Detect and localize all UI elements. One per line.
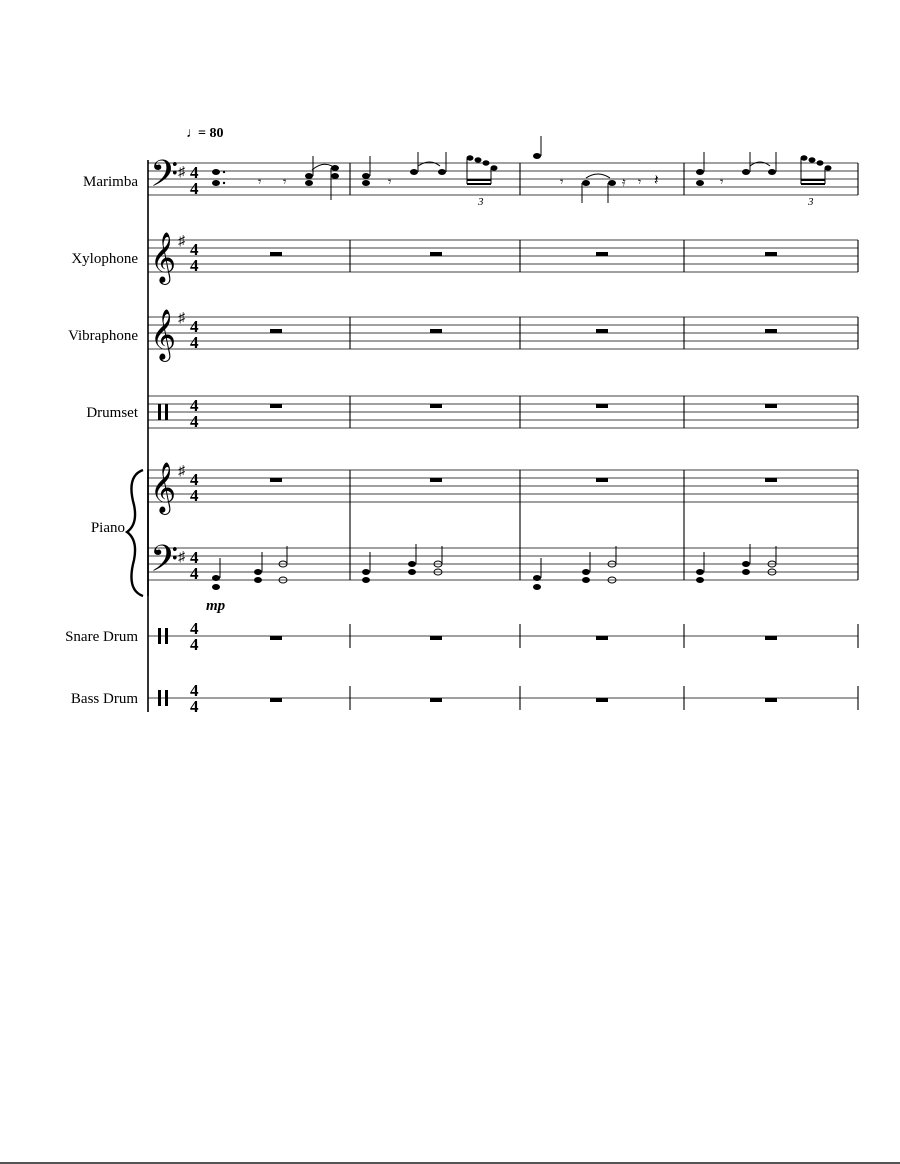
tempo-note-symbol: ♩ — [186, 126, 200, 141]
svg-text:𝄾: 𝄾 — [638, 175, 642, 189]
svg-text:♯: ♯ — [178, 464, 185, 479]
tuplet-number: 3 — [808, 196, 814, 208]
svg-text:𝄾: 𝄾 — [283, 174, 287, 189]
time-sig-numerator: 4 — [190, 470, 199, 489]
instrument-label-marimba: Marimba — [83, 174, 138, 190]
instrument-label-bass-drum: Bass Drum — [70, 691, 138, 707]
time-sig-denominator: 4 — [190, 486, 199, 505]
svg-text:𝄽: 𝄽 — [654, 173, 659, 189]
treble-clef-icon: 𝄞 — [150, 310, 177, 359]
time-sig-denominator: 4 — [190, 179, 199, 198]
time-sig-numerator: 4 — [190, 619, 199, 638]
time-sig-denominator: 4 — [190, 564, 199, 583]
instrument-label-piano: Piano — [90, 520, 125, 536]
staff-xylophone — [148, 233, 858, 285]
bass-clef-icon: 𝄢 — [150, 539, 179, 588]
key-signature-sharp-icon — [178, 234, 186, 249]
staff-piano — [127, 463, 858, 614]
key-signature-sharp-icon — [178, 464, 186, 479]
instrument-label-snare-drum: Snare Drum — [65, 629, 138, 645]
svg-text:𝄾: 𝄾 — [720, 174, 724, 189]
tuplet-number: 3 — [478, 196, 484, 208]
time-sig-denominator: 4 — [190, 256, 199, 275]
time-sig-numerator: 4 — [190, 240, 199, 259]
treble-clef-icon: 𝄞 — [150, 463, 177, 512]
svg-text:𝄾: 𝄾 — [560, 174, 564, 189]
instrument-label-xylophone: Xylophone — [71, 251, 138, 267]
whole-rest-icon — [270, 404, 777, 408]
whole-rest-icon — [270, 478, 777, 482]
staff-marimba — [148, 136, 858, 208]
brace-icon — [127, 470, 143, 596]
svg-text:𝄾: 𝄾 — [388, 174, 392, 189]
time-sig-numerator: 4 — [190, 681, 199, 700]
staff-bass-drum — [148, 681, 858, 716]
time-sig-numerator: 4 — [190, 317, 199, 336]
time-sig-numerator: 4 — [190, 548, 199, 567]
svg-text:♯: ♯ — [178, 165, 185, 180]
svg-text:♯: ♯ — [178, 311, 185, 326]
time-sig-denominator: 4 — [190, 333, 199, 352]
key-signature-sharp-icon — [178, 165, 186, 180]
staff-snare-drum — [148, 619, 858, 654]
time-sig-numerator: 4 — [190, 396, 199, 415]
whole-rest-icon — [270, 636, 777, 640]
bass-clef-icon: 𝄢 — [150, 154, 179, 203]
tempo-value: = 80 — [198, 126, 224, 141]
tempo-marking — [186, 126, 223, 141]
whole-rest-icon — [270, 698, 777, 702]
svg-text:𝄿: 𝄿 — [622, 175, 626, 189]
staff-vibraphone — [148, 310, 858, 362]
time-sig-denominator: 4 — [190, 697, 199, 716]
key-signature-sharp-icon — [178, 550, 186, 565]
staff-drumset — [148, 396, 858, 431]
whole-rest-icon — [270, 329, 777, 333]
key-signature-sharp-icon — [178, 311, 186, 326]
instrument-label-drumset: Drumset — [86, 405, 138, 421]
dynamic-marking: mp — [206, 598, 226, 614]
treble-clef-icon: 𝄞 — [150, 233, 177, 282]
time-sig-denominator: 4 — [190, 635, 199, 654]
svg-text:♯: ♯ — [178, 550, 185, 565]
svg-text:♯: ♯ — [178, 234, 185, 249]
time-sig-denominator: 4 — [190, 412, 199, 431]
whole-rest-icon — [270, 252, 777, 256]
time-sig-numerator: 4 — [190, 163, 199, 182]
svg-text:𝄾: 𝄾 — [258, 174, 262, 189]
instrument-label-vibraphone: Vibraphone — [68, 328, 138, 344]
